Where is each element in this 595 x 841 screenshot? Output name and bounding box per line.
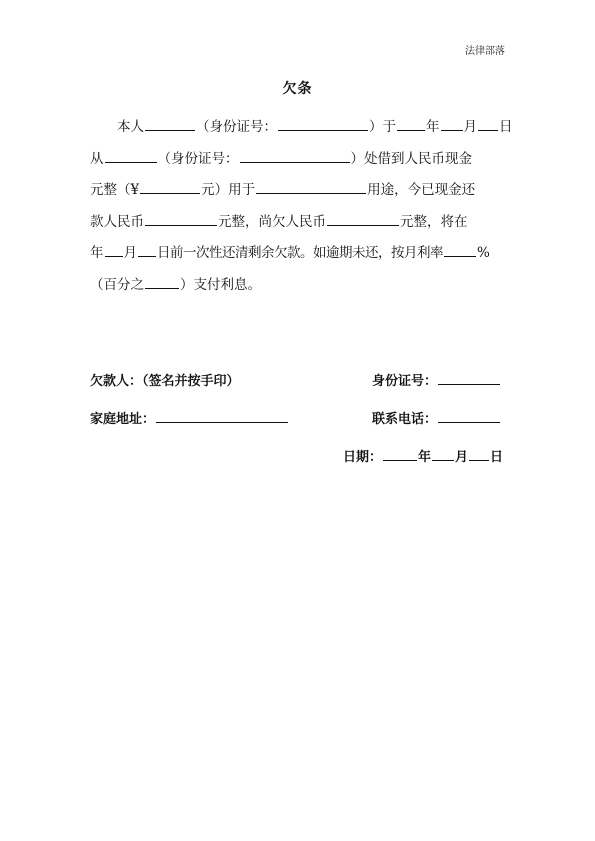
lender-name-blank (105, 149, 157, 163)
creditor-id-blank (278, 117, 368, 131)
text-segment: （百分之 (90, 276, 144, 293)
phone-field (372, 408, 501, 427)
id-blank (438, 372, 500, 385)
text-segment: 款人民币 (90, 213, 144, 230)
text-segment: 从 (90, 150, 104, 167)
text-segment: （身份证号： (157, 150, 239, 167)
text-segment: 月 (463, 119, 477, 135)
body-line-3 (90, 175, 505, 207)
text-segment: 日前一次性还清剩余欠款。如逾期未还，按月利率 (157, 245, 443, 261)
date-day-blank (469, 448, 489, 461)
text-segment: 元整，尚欠人民币 (218, 213, 326, 230)
text-segment: 元）用于 (201, 182, 256, 198)
date-year-label: 年 (418, 450, 432, 465)
body-line-2 (90, 144, 505, 176)
debtor-signature-label: 欠款人：（签名并按手印） (90, 374, 240, 389)
text-segment: 元整（¥ (90, 182, 140, 198)
phone-label: 联系电话： (372, 412, 438, 427)
text-segment: （身份证号： (196, 119, 277, 135)
date-month-blank (432, 448, 454, 461)
text-segment: % (477, 245, 490, 261)
signing-date-field (343, 446, 503, 465)
address-blank (156, 410, 288, 423)
address-label: 家庭地址： (90, 412, 156, 427)
text-segment: 用途，今已现金还 (367, 182, 476, 198)
date-year-blank (383, 448, 417, 461)
id-label: 身份证号： (372, 374, 438, 389)
text-segment: 元整，将在 (400, 213, 468, 230)
interest-rate-words-blank (145, 275, 179, 289)
date-month-label: 月 (455, 450, 469, 465)
loan-day-blank (478, 117, 498, 131)
repaid-amount-blank (145, 212, 217, 226)
interest-rate-blank (444, 243, 476, 257)
body-line-5 (90, 238, 505, 270)
home-address-field (90, 408, 289, 427)
remaining-amount-blank (327, 212, 399, 226)
purpose-blank (256, 180, 366, 194)
text-segment: 本人 (117, 119, 144, 135)
text-segment: 月 (123, 245, 137, 261)
document-body (90, 112, 513, 301)
text-segment: ）支付利息。 (180, 276, 261, 293)
creditor-name-blank (145, 117, 195, 131)
text-segment: ）于 (369, 119, 396, 135)
text-segment: 年 (426, 119, 440, 135)
loan-year-blank (397, 117, 425, 131)
due-month-blank (138, 243, 156, 257)
date-day-label: 日 (490, 450, 504, 465)
body-line-1 (90, 112, 513, 144)
body-line-6 (90, 270, 505, 302)
text-segment: 日 (499, 119, 513, 135)
loan-month-blank (441, 117, 463, 131)
amount-numeric-blank (140, 180, 200, 194)
text-segment: ）处借到人民币现金 (350, 150, 472, 167)
header-brand: 法律部落 (465, 46, 505, 57)
body-line-4 (90, 207, 505, 239)
lender-id-blank (240, 149, 350, 163)
due-year-blank (105, 243, 123, 257)
text-segment: 年 (90, 245, 104, 261)
date-label: 日期： (343, 450, 383, 465)
phone-blank (438, 410, 500, 423)
document-title: 欠条 (282, 81, 313, 97)
debtor-id-field (372, 370, 501, 389)
